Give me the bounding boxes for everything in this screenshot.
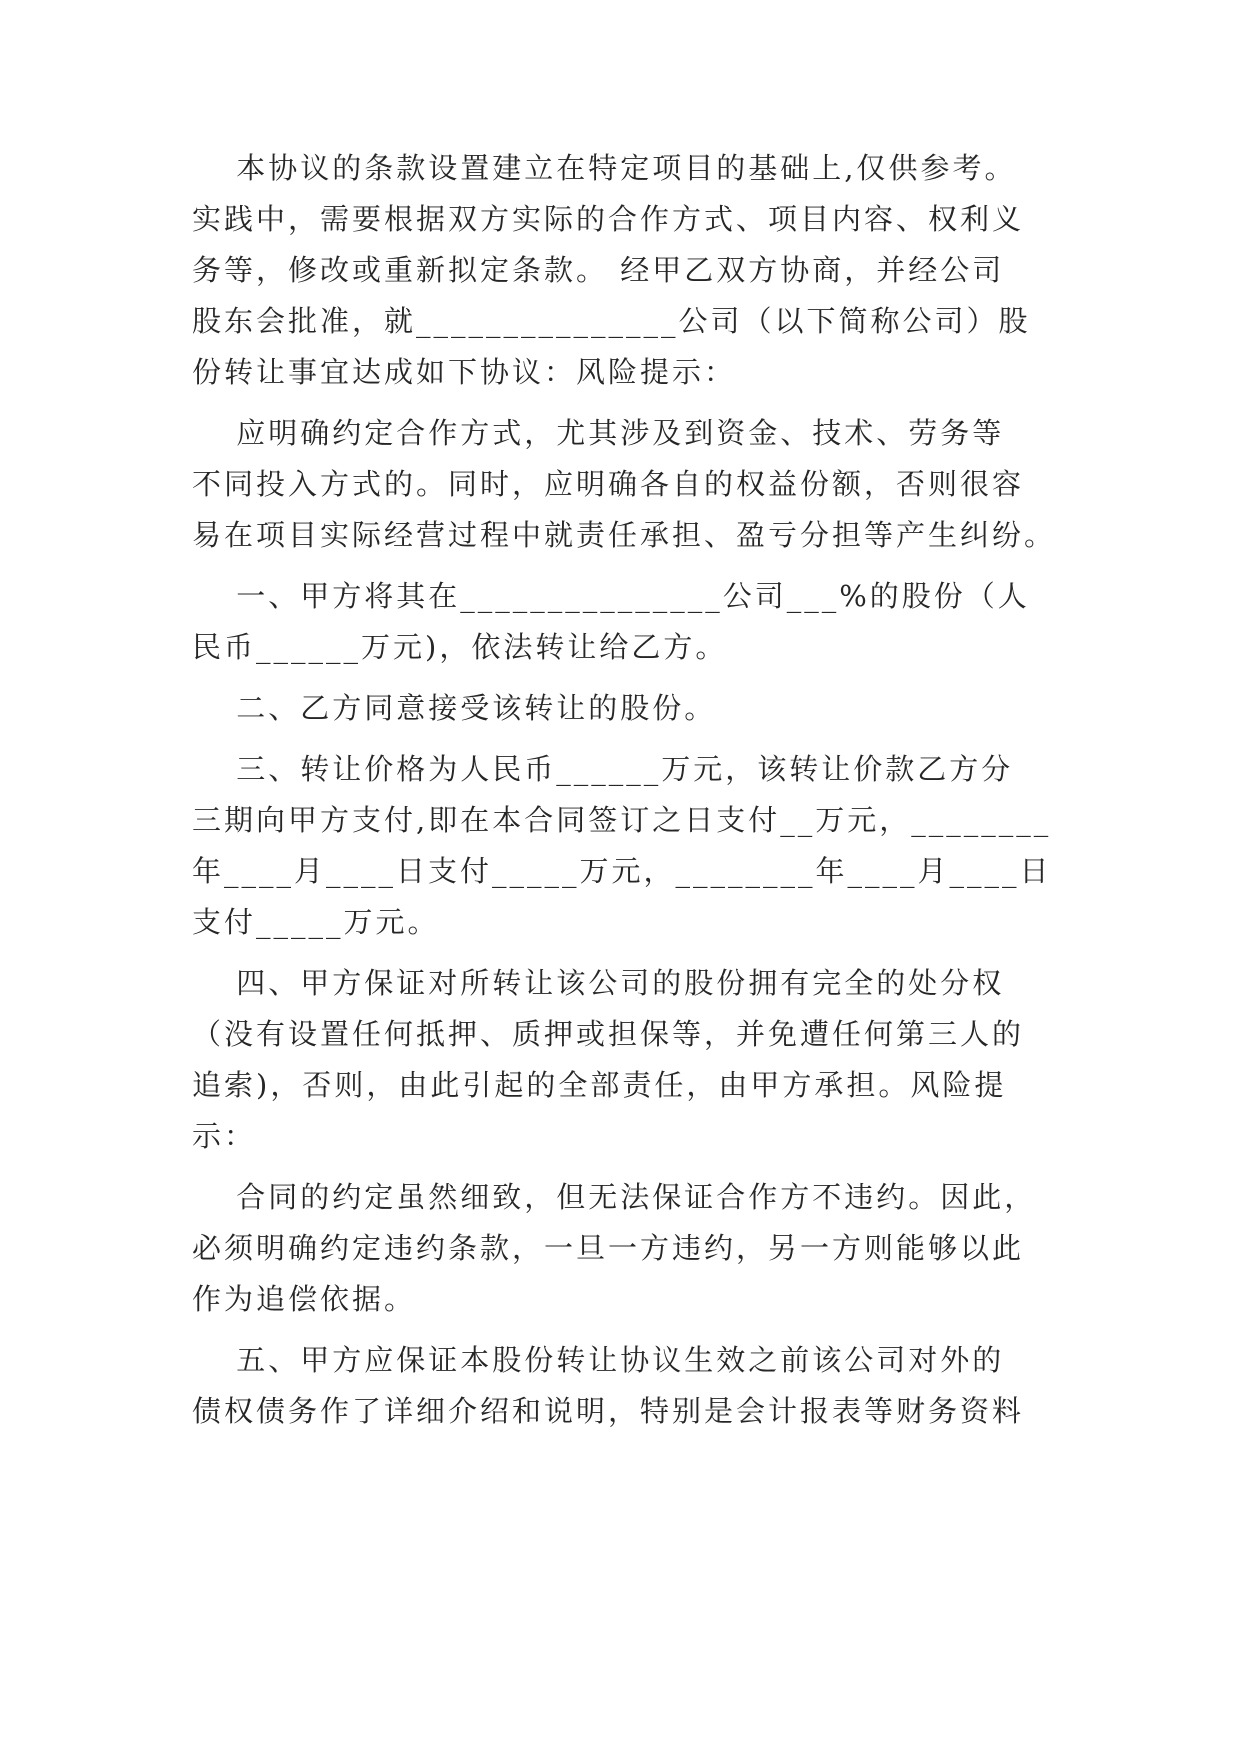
paragraph-line: 份转让事宜达成如下协议：风险提示：: [192, 355, 737, 389]
paragraph-line: 示：: [192, 1119, 257, 1153]
paragraph-line: 不同投入方式的。同时，应明确各自的权益份额，否则很容: [192, 467, 1025, 501]
paragraph-line: 民币______万元)，依法转让给乙方。: [192, 630, 728, 664]
paragraph-line: 支付_____万元。: [192, 905, 440, 939]
paragraph-line: 三期向甲方支付,即在本合同签订之日支付__万元，________: [192, 803, 1052, 837]
paragraph-line: 易在项目实际经营过程中就责任承担、盈亏分担等产生纠纷。: [192, 518, 1057, 552]
paragraph-line: 年____月____日支付_____万元，________年____月____日: [192, 854, 1052, 888]
paragraph-line: 四、甲方保证对所转让该公司的股份拥有完全的处分权: [192, 966, 1005, 1000]
paragraph-line: 实践中，需要根据双方实际的合作方式、项目内容、权利义: [192, 202, 1025, 236]
paragraph-line: （没有设置任何抵押、质押或担保等，并免遭任何第三人的: [192, 1017, 1025, 1051]
paragraph-line: 追索)，否则，由此引起的全部责任，由甲方承担。风险提: [192, 1068, 1007, 1102]
paragraph-line: 应明确约定合作方式，尤其涉及到资金、技术、劳务等: [192, 416, 1005, 450]
paragraph-line: 一、甲方将其在_______________公司___%的股份（人: [192, 579, 1030, 613]
paragraph-line: 五、甲方应保证本股份转让协议生效之前该公司对外的: [192, 1343, 1005, 1377]
paragraph-line: 必须明确约定违约条款，一旦一方违约，另一方则能够以此: [192, 1231, 1025, 1265]
paragraph-line: 作为追偿依据。: [192, 1282, 417, 1316]
paragraph-line: 本协议的条款设置建立在特定项目的基础上,仅供参考。: [192, 151, 1017, 185]
paragraph-line: 股东会批准，就_______________公司（以下简称公司）股: [192, 304, 1031, 338]
paragraph-line: 合同的约定虽然细致，但无法保证合作方不违约。因此，: [192, 1180, 1037, 1214]
paragraph-line: 务等，修改或重新拟定条款。 经甲乙双方协商，并经公司: [192, 253, 1005, 287]
paragraph-line: 债权债务作了详细介绍和说明，特别是会计报表等财务资料: [192, 1394, 1025, 1428]
paragraph-line: 二、乙方同意接受该转让的股份。: [192, 691, 717, 725]
paragraph-line: 三、转让价格为人民币______万元，该转让价款乙方分: [192, 752, 1014, 786]
